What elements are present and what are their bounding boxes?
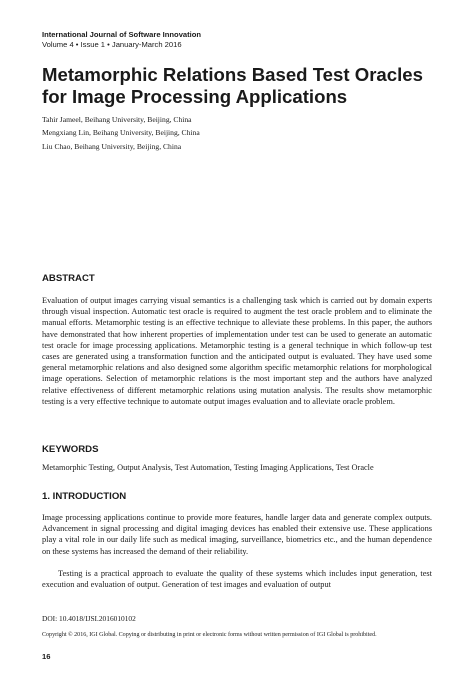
paper-title: Metamorphic Relations Based Test Oracles for Image Processing Applications bbox=[42, 64, 423, 107]
introduction-heading: 1. INTRODUCTION bbox=[42, 491, 127, 502]
copyright-notice: Copyright © 2016, IGI Global. Copying or distributing in print or electronic forms without written permission of IGI Global is prohibited. bbox=[42, 632, 377, 638]
doi: DOI: 10.4018/IJSI.2016010102 bbox=[42, 614, 136, 623]
keywords-heading: KEYWORDS bbox=[42, 444, 99, 455]
journal-name: International Journal of Software Innovation bbox=[42, 30, 202, 39]
keywords-text: Metamorphic Testing, Output Analysis, Test Automation, Testing Imaging Applications, Test Oracle bbox=[42, 463, 374, 472]
page-number: 16 bbox=[42, 652, 51, 661]
author-list bbox=[42, 113, 200, 153]
author-affiliation: Tahir Jameel, Beihang University, Beijing, China bbox=[42, 115, 192, 124]
abstract-text: Evaluation of output images carrying visual semantics is a challenging task which is carried out by domain experts through visual inspection. Automatic test oracle is required to augment the test oracle problem and to eliminate the manual efforts. Metamorphic testing is an effective technique to alleviate these problems. In this paper, the authors have demonstrated that how inherent properties of implementation under test can be used to generate an automatic test oracle for image processing applications. Metamorphic testing is a general technique in which follow-up test cases are generated using a transformation function and the anticipated output is evaluated. They have used some general metamorphic relations and also designed some algorithm specific metamorphic relations for morphological image operations. Selection of metamorphic relations is the most important step and the authors have analyzed relative effectiveness of different metamorphic relations using mutation analysis. The results show metamorphic testing is a very effective technique to automate output images evaluation and to alleviate oracle problem. bbox=[42, 296, 432, 406]
abstract-heading: ABSTRACT bbox=[42, 273, 95, 284]
introduction-paragraph: Image processing applications continue to provide more features, handle larger data and generate complex outputs. Advancement in signal processing and digital imaging devices has enabled their extensive use. These applications play a vital role in our daily life such as medical imaging, surveillance, biometrics etc., and the human dependence on these systems has increased the demand of their reliability. bbox=[42, 513, 432, 556]
author-affiliation: Mengxiang Lin, Beihang University, Beijing, China bbox=[42, 128, 200, 138]
introduction-paragraph: Testing is a practical approach to evaluate the quality of these systems which includes input generation, test execution and evaluation of output. Generation of test images and evaluation of output bbox=[42, 569, 432, 590]
author-affiliation: Liu Chao, Beihang University, Beijing, China bbox=[42, 141, 182, 151]
issue-info: Volume 4 • Issue 1 • January-March 2016 bbox=[42, 40, 182, 49]
